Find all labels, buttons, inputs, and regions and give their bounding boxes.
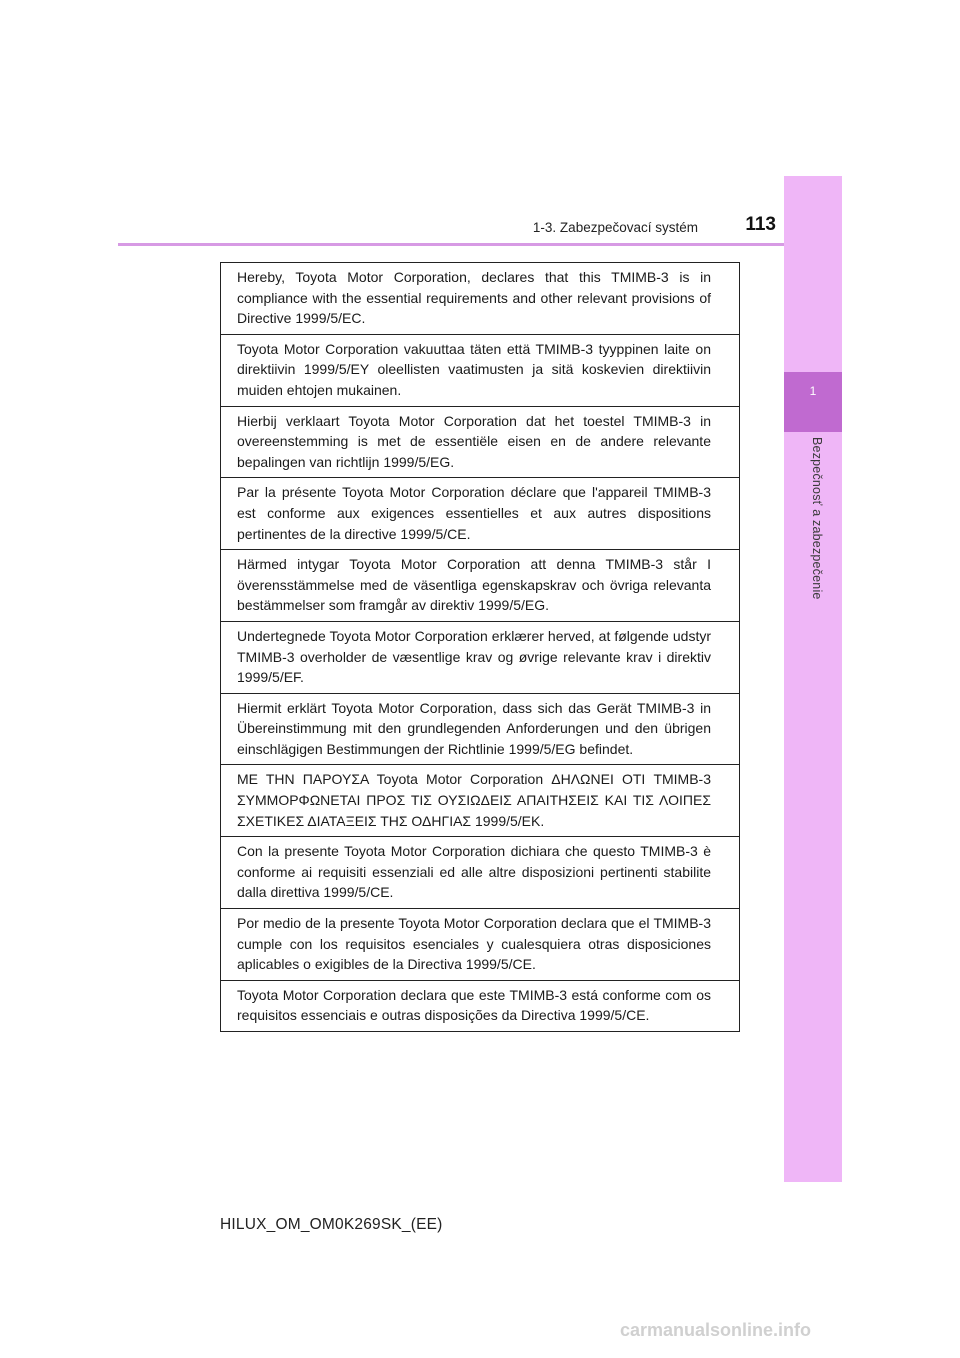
header-rule	[118, 243, 784, 246]
manual-code: HILUX_OM_OM0K269SK_(EE)	[220, 1216, 443, 1233]
chapter-label: Bezpečnosť a zabezpečenie	[810, 437, 824, 600]
declaration-it: Con la presente Toyota Motor Corporation dichiara che questo TMIMB-3 è conforme ai requisiti essenziali ed alle altre disposizioni pertinenti stabilite dalla direttiva 1999/5/CE.	[221, 836, 739, 908]
watermark: carmanualsonline.info	[620, 1320, 812, 1340]
declarations-table	[220, 262, 740, 1032]
declaration-fr: Par la présente Toyota Motor Corporation déclare que l'appareil TMIMB-3 est conforme aux exigences essentielles et aux autres dispositions pertinentes de la directive 1999/5/CE.	[221, 477, 739, 549]
declaration-pt: Toyota Motor Corporation declara que este TMIMB-3 está conforme com os requisitos essenciais e outras disposições da Directiva 1999/5/CE.	[221, 980, 739, 1031]
chapter-number: 1	[809, 384, 817, 398]
declaration-en: Hereby, Toyota Motor Corporation, declares that this TMIMB-3 is in compliance with the essential requirements and other relevant provisions of Directive 1999/5/EC.	[237, 269, 711, 327]
chapter-side-tab	[784, 176, 842, 1182]
declaration-el: ΜΕ ΤΗΝ ΠΑΡΟΥΣΑ Toyota Motor Corporation ΔΗΛΩΝΕΙ ΟΤΙ TMIMB-3 ΣΥΜΜΟΡΦΩΝΕΤΑΙ ΠΡΟΣ ΤΙΣ ΟΥΣΙΩΔΕΙΣ ΑΠΑΙΤΗΣΕΙΣ ΚΑΙ ΤΙΣ ΛΟΙΠΕΣ ΣΧΕΤΙΚΕΣ ΔΙΑΤΑΞΕΙΣ ΤΗΣ ΟΔΗΓΙΑΣ 1999/5/ΕΚ.	[221, 764, 739, 836]
declaration-fi: Toyota Motor Corporation vakuuttaa täten että TMIMB-3 tyyppinen laite on direktiivin 1999/5/EY oleellisten vaatimusten ja sitä koskevien direktiivin muiden ehtojen mukainen.	[221, 334, 739, 406]
declaration-nl: Hierbij verklaart Toyota Motor Corporation dat het toestel TMIMB-3 in overeenstemming is met de essentiële eisen en de andere relevante bepalingen van richtlijn 1999/5/EG.	[221, 406, 739, 478]
chapter-tab-active-marker	[784, 372, 842, 432]
page-number: 113	[745, 214, 776, 235]
declaration-da: Undertegnede Toyota Motor Corporation erklærer herved, at følgende udstyr TMIMB-3 overholder de væsentlige krav og øvrige relevante krav i direktiv 1999/5/EF.	[221, 621, 739, 693]
section-title: 1-3. Zabezpečovací systém	[532, 220, 698, 235]
declaration-de: Hiermit erklärt Toyota Motor Corporation, dass sich das Gerät TMIMB-3 in Übereinstimmung mit den grundlegenden Anforderungen und den übrigen einschlägigen Bestimmungen der Richtlinie 1999/5/EG befindet.	[221, 693, 739, 765]
declaration-es: Por medio de la presente Toyota Motor Corporation declara que el TMIMB-3 cumple con los requisitos esenciales y cualesquiera otras disposiciones aplicables o exigibles de la Directiva 1999/5/CE.	[221, 908, 739, 980]
declaration-sv: Härmed intygar Toyota Motor Corporation att denna TMIMB-3 står I överensstämmelse med de väsentliga egenskapskrav och övriga relevanta bestämmelser som framgår av direktiv 1999/5/EG.	[221, 549, 739, 621]
